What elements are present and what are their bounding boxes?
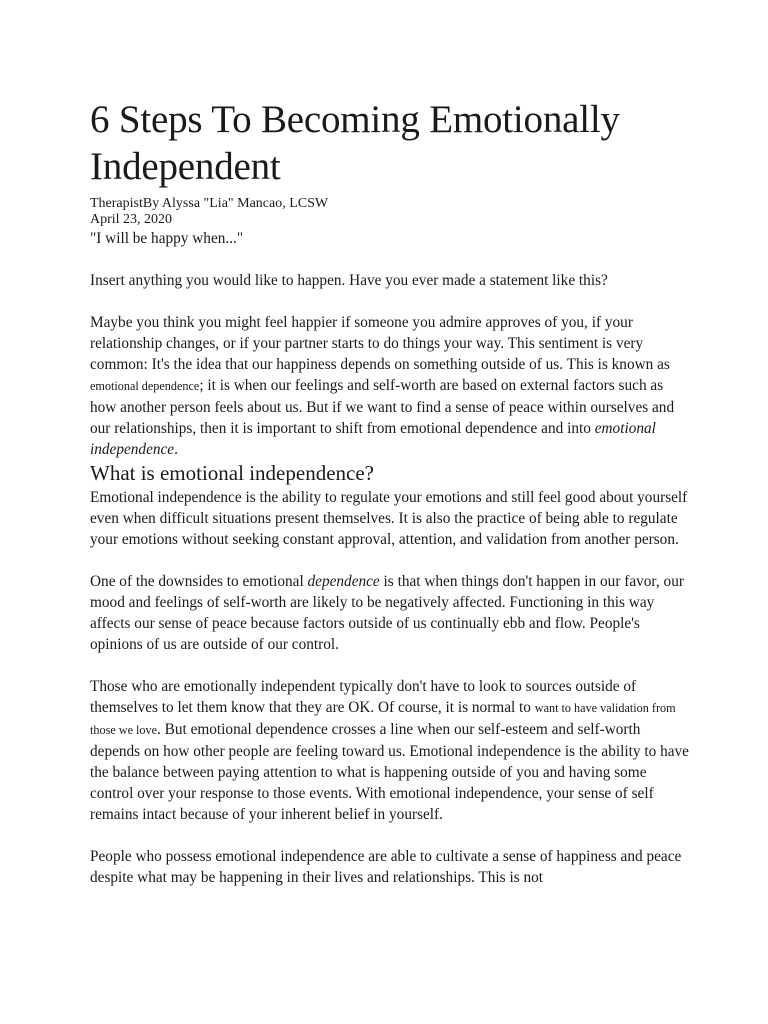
paragraph-text: One of the downsides to emotional [90, 573, 308, 590]
paragraph-text: Those who are emotionally independent typically don't have to look to sources outside of themselves to let them know that they are OK. Of course, it is normal to [90, 678, 637, 716]
article [90, 0, 690, 888]
opening-quote: "I will be happy when..." [90, 230, 244, 247]
term-emotional-independence: emotional independence [90, 420, 656, 458]
paragraph-dependence [90, 312, 690, 460]
paragraph-text: . But emotional dependence crosses a line when our self-esteem and self-worth depends on how other people are feeling toward us. Emotional independence is the ability to have the balance between paying attention to what is happening outside of you and having some control over your response to those events. With emotional independence, your sense of self remains intact because of your inherent belief in yourself. [90, 721, 689, 823]
paragraph-text: Maybe you think you might feel happier if someone you admire approves of you, if your relationship changes, or if your partner starts to do things your way. This sentiment is very common: It's the idea that our happiness depends on something outside of us. This is known as [90, 314, 670, 373]
term-dependence: dependence [307, 573, 380, 590]
publish-date: April 23, 2020 [90, 212, 173, 227]
paragraph-happiness: People who possess emotional independence are able to cultivate a sense of happiness and peace despite what may be happening in their lives and relationships. This is not [90, 848, 682, 886]
paragraph-independent [90, 676, 690, 825]
term-emotional-dependence: emotional dependence [90, 379, 200, 393]
paragraph-downsides [90, 571, 690, 655]
paragraph-text: ; it is when our feelings and self-worth are based on external factors such as how another person feels about us. But if we want to find a sense of peace within ourselves and our relationships, then it is important to shift from emotional dependence and into [90, 377, 675, 437]
paragraph-text: . [174, 441, 178, 458]
term-validation: want to have validation from those we love [90, 701, 676, 737]
paragraph-definition: Emotional independence is the ability to regulate your emotions and still feel good about yourself even when difficult situations present themselves. It is also the practice of being able to regulate your emotions without seeking constant approval, attention, and validation from another person. [90, 489, 688, 548]
section-heading: What is emotional independence? [90, 461, 374, 485]
article-title: 6 Steps To Becoming Emotionally Independent [90, 98, 620, 188]
byline: TherapistBy Alyssa "Lia" Mancao, LCSW [90, 196, 329, 211]
paragraph-intro: Insert anything you would like to happen. Have you ever made a statement like this? [90, 272, 608, 289]
article-meta [90, 196, 690, 228]
paragraph-text: is that when things don't happen in our favor, our mood and feelings of self-worth are likely to be negatively affected. Functioning in this way affects our sense of peace because factors outside of us continually ebb and flow. People's opinions of us are outside of our control. [90, 573, 684, 653]
